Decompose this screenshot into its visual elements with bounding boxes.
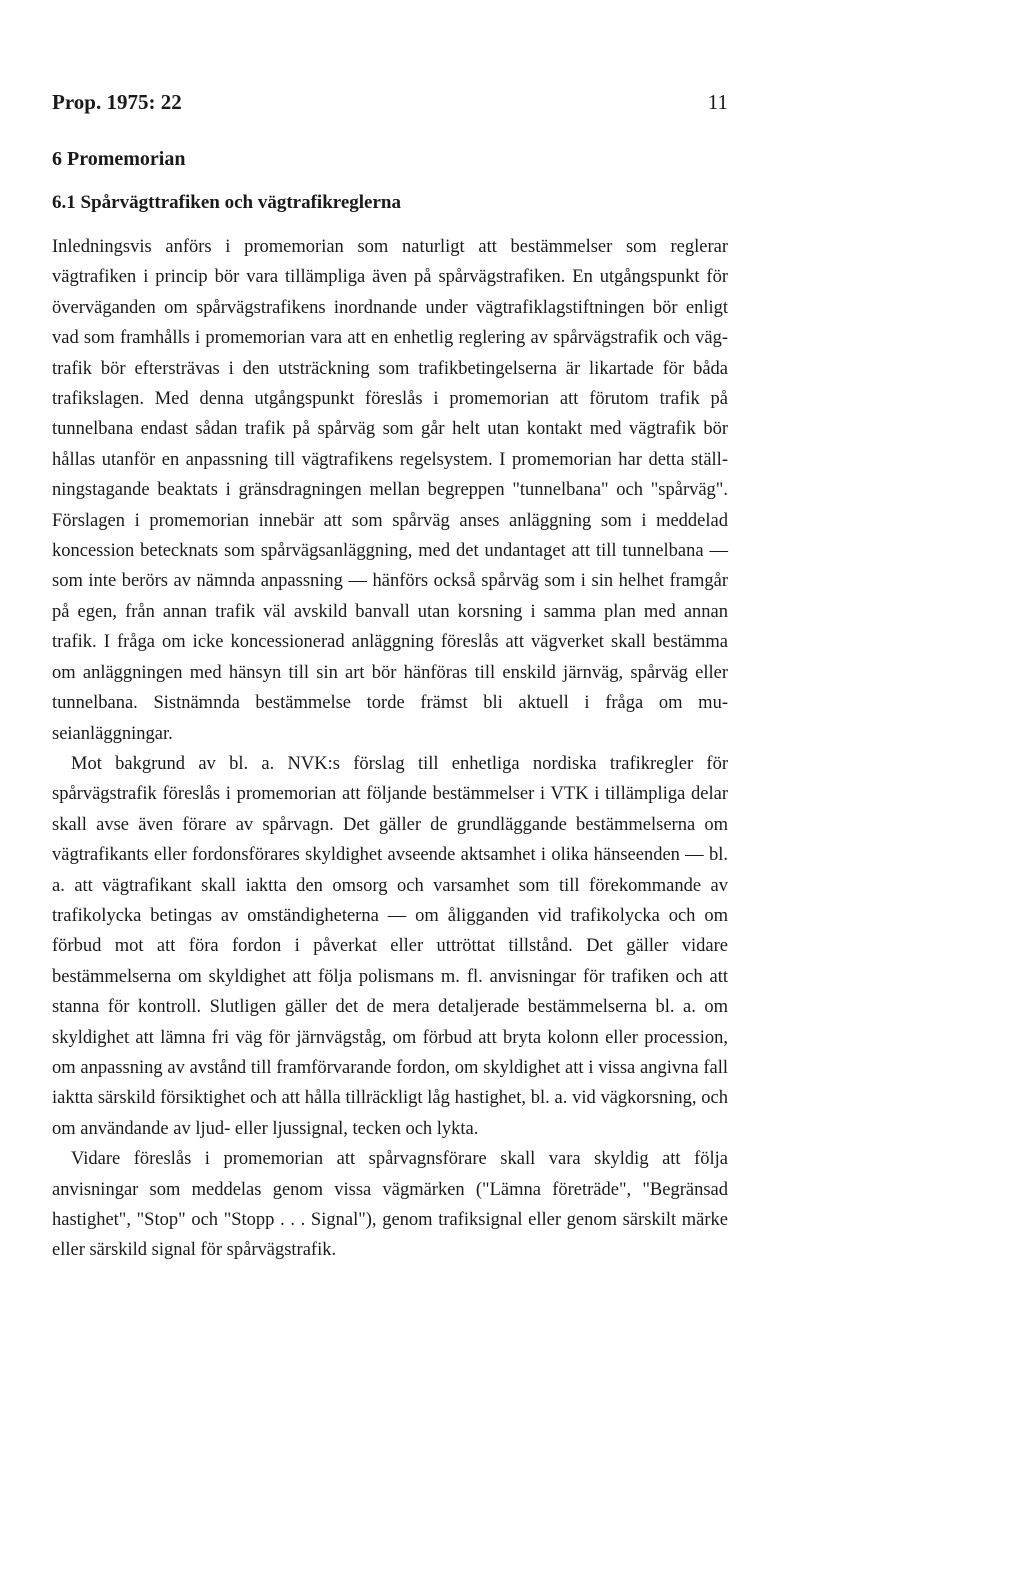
paragraph-3: Vidare föreslås i promemorian att spårvagnsförare skall vara skyldig att följa anvisningar som meddelas genom vissa vägmärken ("Lämna företräde", "Begränsad hastighet", "Stop" och "Stopp . . . Signal"), genom trafiksignal eller genom särskilt märke eller särskild signal för spårvägstrafik. [52,1149,728,1261]
document-page [52,0,728,1579]
paragraph-2: Mot bakgrund av bl. a. NVK:s förslag till enhetliga nordiska trafikregler för spårvägstrafik föreslås i promemorian att följande bestämmelser i VTK i tillämpliga delar skall avse även förare av spårvagn. Det gäller de grundläggande bestämmelserna om vägtrafikants eller fordonsförares skyldighet avseende aktsamhet i olika hänseenden — bl. a. att vägtrafikant skall iaktta den omsorg och varsamhet som till förekommande av trafikolycka betingas av omständigheterna — om åligganden vid trafikolycka och om förbud mot att föra fordon i påverkat eller uttröttat tillstånd. Det gäller vidare bestämmelserna om skyldighet att följa polismans m. fl. anvisningar för trafiken och att stanna för kontroll. Slutligen gäller det de mera detaljerade bestämmelserna bl. a. om skyldighet att lämna fri väg för järnvägståg, om förbud att bryta kolonn eller procession, om anpassning av avstånd till framförvarande fordon, om skyldighet att i vissa angivna fall iaktta särskild försiktighet och att hålla tillräckligt låg hastighet, bl. a. vid vägkorsning, och om användande av ljud- eller ljussignal, tecken och lykta. [52,753,728,1139]
subsection-heading: 6.1 Spårvägttrafiken och vägtrafikreglerna [52,192,401,213]
page-header [52,90,728,118]
document-reference: Prop. 1975: 22 [52,90,182,114]
body-text [52,232,728,1266]
section-heading: 6 Promemorian [52,148,186,170]
page-number: 11 [707,90,728,114]
paragraph-1: Inledningsvis anförs i promemorian som naturligt att bestämmelser som reglerar vägtrafiken i princip bör vara tillämpliga även på spårvägstrafiken. En utgångspunkt för överväganden om spårvägstrafikens inordnande under vägtrafiklagstiftningen bör enligt vad som framhålls i promemorian vara att en enhetlig reglering av spårvägstrafik och vägtrafik bör eftersträvas i den utsträckning som trafikbetingelserna är likartade för båda trafikslagen. Med denna utgångspunkt föreslås i promemorian att förutom trafik på tunnelbana endast sådan trafik på spårväg som går helt utan kontakt med vägtrafik bör hållas utanför en anpassning till vägtrafikens regelsystem. I promemorian har detta ställningstagande beaktats i gränsdragningen mellan begreppen "tunnelbana" och "spårväg". Förslagen i promemorian innebär att som spårväg anses anläggning som i meddelad koncession betecknats som spårvägsanläggning, med det undantaget att till tunnelbana — som inte berörs av nämnda anpassning — hänförs också spårväg som i sin helhet framgår på egen, från annan trafik väl avskild banvall utan korsning i samma plan med annan trafik. I fråga om icke koncessionerad anläggning föreslås att vägverket skall bestämma om anläggningen med hänsyn till sin art bör hänföras till enskild järnväg, spårväg eller tunnelbana. Sistnämnda bestämmelse torde främst bli aktuell i fråga om museianläggningar. [52,237,728,744]
